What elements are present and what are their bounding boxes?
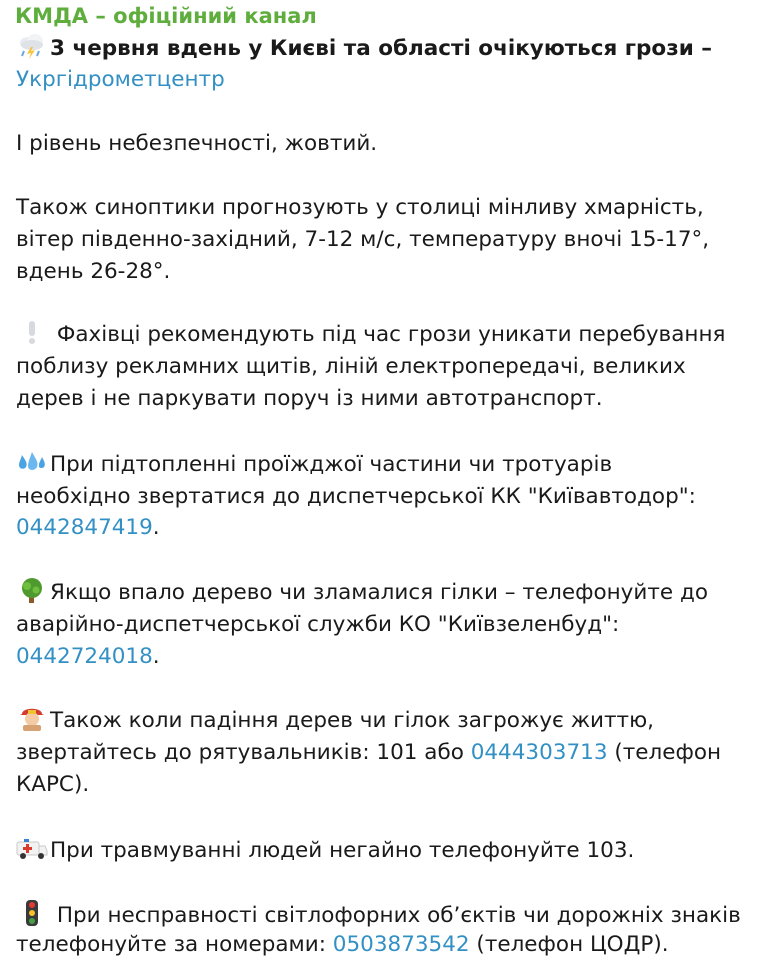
injury-text: При травмуванні людей негайно телефонуйте 103. (50, 838, 635, 863)
rescue-text-2b: (телефон (607, 740, 722, 765)
flooding-phone-link[interactable]: 0442847419 (16, 515, 153, 540)
tree-icon (16, 577, 48, 603)
advice-line-2: поблизу рекламних щитів, ліній електропередачі, великих (16, 354, 686, 379)
traffic-phone-link[interactable]: 0503873542 (332, 932, 470, 957)
flooding-line-1 (16, 449, 756, 481)
advice-line-3: дерев і не паркувати поруч із ними автотранспорт. (16, 386, 603, 411)
channel-name[interactable]: КМДА – офіційний канал (15, 4, 317, 28)
flooding-period: . (152, 515, 160, 540)
advice-text-1: Фахівці рекомендують під час грози уникати перебування (50, 322, 726, 347)
tree-line-1 (16, 577, 756, 609)
tree-period: . (152, 644, 160, 669)
exclamation-icon (16, 319, 48, 345)
forecast-line-2: вітер південно-західний, 7-12 м/с, температуру вночі 15-17°, (16, 227, 710, 252)
traffic-line-1 (16, 900, 756, 932)
droplets-icon (16, 449, 48, 475)
flooding-line-3 (16, 512, 756, 544)
injury-line-1 (16, 835, 756, 867)
ambulance-icon (16, 835, 48, 861)
rescue-text-1: Також коли падіння дерев чи гілок загрожує життю, (50, 708, 655, 733)
tree-phone-link[interactable]: 0442724018 (16, 644, 153, 669)
headline-source-link[interactable]: Укргідрометцентр (16, 67, 225, 92)
headline-text: 3 червня вдень у Києві та області очікуються грози – (50, 36, 712, 61)
traffic-text-1: При несправності світлофорних об’єктів чи дорожніх знаків (50, 903, 741, 928)
firefighter-icon (16, 705, 48, 731)
rescue-line-2 (16, 737, 756, 769)
flooding-text-1: При підтопленні проїжджої частини чи тротуарів (50, 452, 613, 477)
tree-line-2: аварійно-диспетчерської служби КО "Київзеленбуд": (16, 612, 620, 637)
forecast-line-1: Також синоптики прогнозують у столиці мінливу хмарність, (16, 195, 704, 220)
traffic-text-2: телефонуйте за номерами: (16, 932, 333, 957)
traffic-line-2 (16, 929, 756, 961)
cloud-lightning-rain-icon (16, 33, 48, 59)
rescue-line-1 (16, 705, 756, 737)
tree-line-3 (16, 641, 756, 673)
traffic-text-2b: (телефон ЦОДР). (469, 932, 669, 957)
danger-level-text: І рівень небезпечності, жовтий. (16, 131, 378, 156)
rescue-text-2: звертайтесь до рятувальників: 101 або (16, 740, 471, 765)
traffic-light-icon (16, 900, 48, 926)
forecast-line-3: вдень 26-28°. (16, 259, 171, 284)
advice-line-1 (16, 319, 756, 351)
rescue-phone-link[interactable]: 0444303713 (470, 740, 608, 765)
rescue-line-3: КАРС). (16, 772, 90, 797)
flooding-line-2: необхідно звертатися до диспетчерської КК "Київавтодор": (16, 484, 696, 509)
tree-text-1: Якщо впало дерево чи зламалися гілки – телефонуйте до (50, 580, 708, 605)
headline-line-1 (16, 33, 756, 65)
